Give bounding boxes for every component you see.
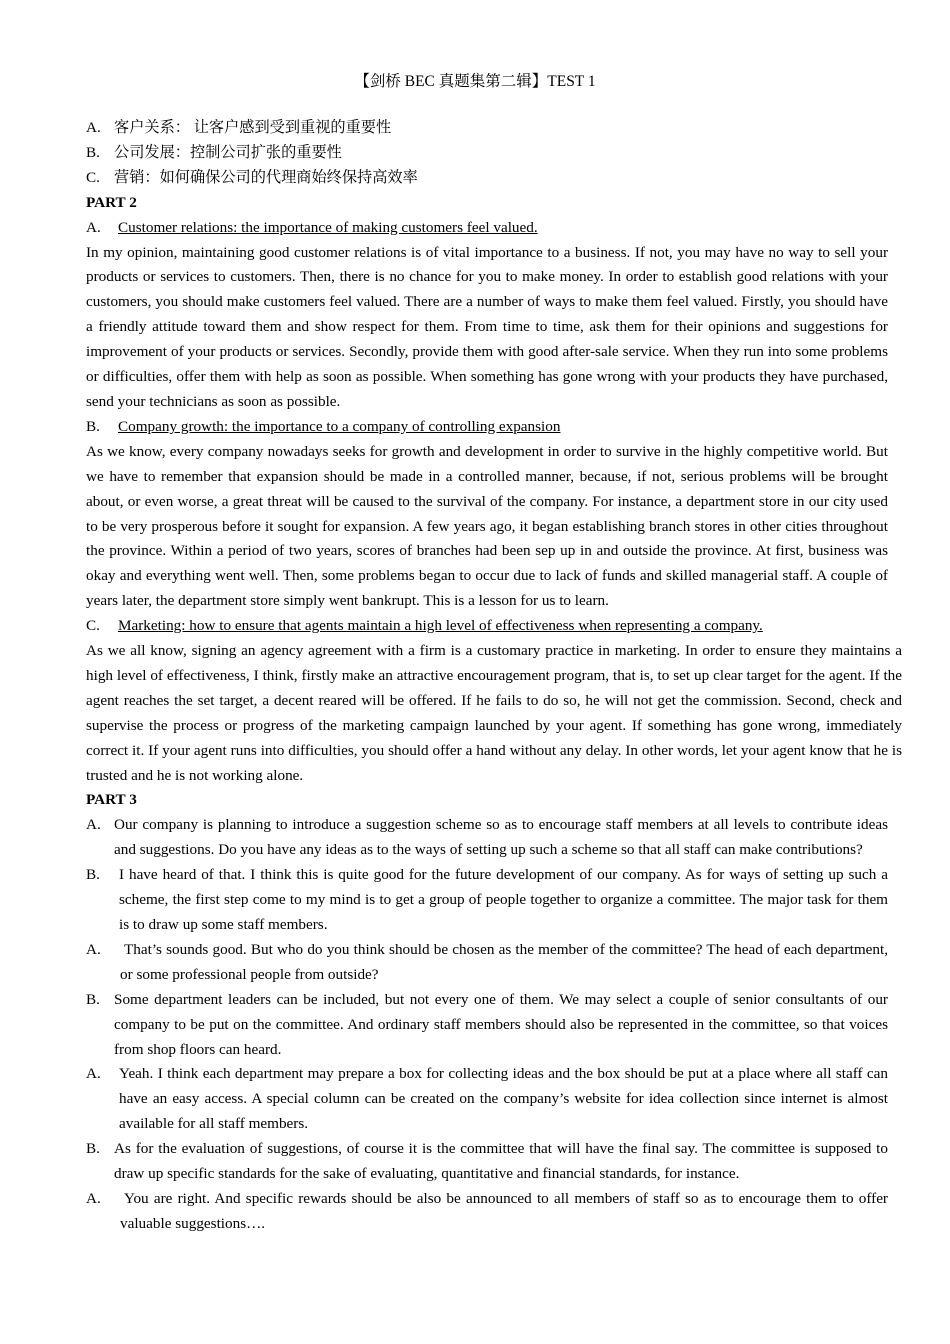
dialogue-text: As for the evaluation of suggestions, of course it is the committee that will have the final say. The committee is supposed to draw up specific standards for the sake of evaluating, quantitative and financial standards, for instance. bbox=[114, 1140, 888, 1183]
dialogue-text: Some department leaders can be included, but not every one of them. We may select a couple of senior consultants of our company to be put on the committee. And ordinary staff members should also be represented in the committee, so that voices from shop floors can heard. bbox=[114, 990, 888, 1058]
document-content bbox=[86, 116, 902, 1237]
dialogue-line bbox=[86, 863, 888, 938]
part2-section-a-title: A. Customer relations: the importance of making customers feel valued. bbox=[86, 218, 538, 236]
dialogue-line bbox=[86, 1062, 888, 1137]
speaker-label: A. bbox=[86, 1065, 101, 1083]
part2-section-b-title: B. Company growth: the importance to a company of controlling expansion bbox=[86, 417, 561, 435]
part2-section-b-body: As we know, every company nowadays seeks for growth and development in order to survive in the highly competitive world. But we have to remember that expansion should be made in a controlled manner, because, if not, serious problems will be brought about, or even worse, a great threat will be caused to the survival of the company. For instance, a department store in our city used to be very prosperous before it sought for expansion. A few years ago, it began establishing branch stores in other cities throughout the province. Within a period of two years, scores of branches had been sep up in and outside the province. At first, business was okay and everything went well. Then, some problems began to occur due to lack of funds and skilled managerial staff. A couple of years later, the department store simply went bankrupt. This is a lesson for us to learn. bbox=[86, 442, 888, 610]
dialogue-text: Yeah. I think each department may prepare a box for collecting ideas and the box should be put at a place where all staff can have an easy access. A special column can be created on the company’s website for idea collection since internet is almost available for all staff members. bbox=[119, 1065, 888, 1133]
dialogue-text: Our company is planning to introduce a suggestion scheme so as to encourage staff members at all levels to contribute ideas and suggestions. Do you have any ideas as to the ways of setting up such a scheme so that all staff can make contributions? bbox=[114, 816, 888, 859]
dialogue-line bbox=[86, 938, 888, 988]
dialogue-line bbox=[86, 1187, 888, 1237]
topic-item: A. 客户关系： 让客户感到受到重视的重要性 bbox=[86, 119, 392, 136]
speaker-label: A. bbox=[86, 940, 101, 958]
speaker-label: A. bbox=[86, 816, 101, 834]
dialogue-line bbox=[86, 813, 888, 863]
speaker-label: B. bbox=[86, 866, 100, 884]
dialogue-line bbox=[86, 988, 888, 1063]
part2-section-c-title: C. Marketing: how to ensure that agents maintain a high level of effectiveness when representing a company. bbox=[86, 617, 763, 635]
topic-item: B. 公司发展：控制公司扩张的重要性 bbox=[86, 143, 342, 161]
speaker-label: B. bbox=[86, 1140, 100, 1158]
part2-section-a-body: In my opinion, maintaining good customer relations is of vital importance to a business. If not, you may have no way to sell your products or services to customers. Then, there is no chance for you to make money. In order to establish good relations with your customers, you should make customers feel valued. There are a number of ways to make them feel valued. Firstly, you should have a friendly attitude toward them and show respect for them. From time to time, ask them for their opinions and suggestions for improvement of your products or services. Secondly, provide them with good after-sale service. When they run into some problems or difficulties, offer them with help as soon as possible. When something has gone wrong with your products they have purchased, send your technicians as soon as possible. bbox=[86, 243, 888, 410]
dialogue-line bbox=[86, 1137, 888, 1187]
part2-section-c-body: As we all know, signing an agency agreement with a firm is a customary practice in marketing. In order to ensure they maintains a high level of effectiveness, I think, firstly make an attractive encouragement program, that is, to set up clear target for the agent. If the agent reaches the set target, a decent reared will be offered. If he fails to do so, he will not get the commission. Second, check and supervise the process or progress of the marketing campaign launched by your agent. If something has gone wrong, immediately correct it. If your agent runs into difficulties, you should offer a hand without any delay. In other words, let your agent know that he is trusted and he is not working alone. bbox=[86, 642, 902, 784]
dialogue-text: That’s sounds good. But who do you think should be chosen as the member of the committee? The head of each department, or some professional people from outside? bbox=[120, 940, 888, 983]
part3-heading: PART 3 bbox=[86, 791, 137, 809]
dialogue-text: I have heard of that. I think this is quite good for the future development of our company. As for ways of setting up such a scheme, the first step come to my mind is to get a group of people together to organize a committee. The major task for them is to draw up some staff members. bbox=[119, 866, 888, 933]
speaker-label: A. bbox=[86, 1189, 101, 1207]
dialogue-text: You are right. And specific rewards should be also be announced to all members of staff so as to encourage them to offer valuable suggestions…. bbox=[120, 1189, 888, 1232]
topic-item: C. 营销：如何确保公司的代理商始终保持高效率 bbox=[86, 168, 418, 186]
speaker-label: B. bbox=[86, 990, 100, 1008]
part2-heading: PART 2 bbox=[86, 193, 137, 211]
document-title: 【剑桥 BEC 真题集第二辑】TEST 1 bbox=[354, 73, 596, 90]
